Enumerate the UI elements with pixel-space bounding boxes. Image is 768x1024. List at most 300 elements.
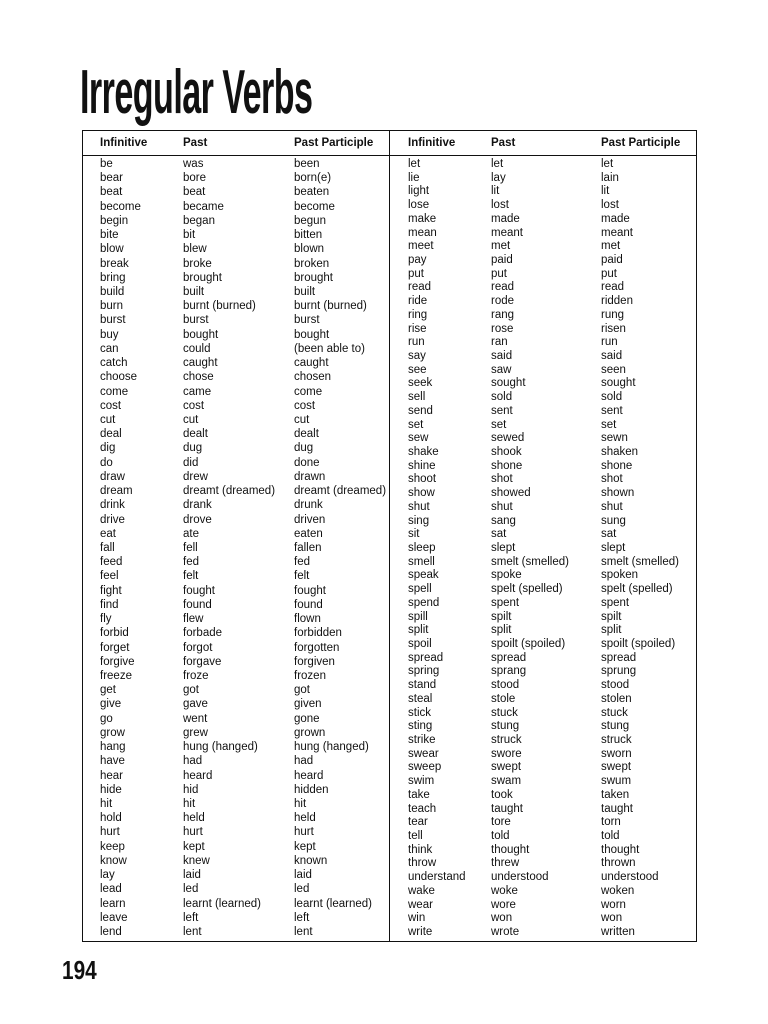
right-past-cell: split (491, 624, 512, 637)
right-infinitive-cell: make (408, 212, 437, 225)
right-past-cell: lay (491, 171, 506, 184)
left-past-participle-cell: drawn (294, 470, 326, 483)
left-past-cell: beat (183, 186, 206, 199)
left-past-participle-cell: heard (294, 769, 324, 782)
right-past-participle-cell: split (601, 624, 622, 637)
right-infinitive-cell: pay (408, 254, 427, 266)
right-infinitive-cell: wake (408, 884, 435, 897)
left-infinitive-cell: hide (100, 783, 122, 796)
right-past-participle-cell: thrown (601, 857, 636, 870)
left-past-cell: forgave (183, 655, 222, 668)
right-past-participle-cell: taught (601, 802, 633, 815)
right-infinitive-cell: say (408, 350, 426, 362)
right-past-cell: spread (491, 651, 527, 664)
right-past-participle-cell: spoilt (spoiled) (601, 638, 676, 650)
left-past-cell: hung (hanged) (183, 741, 258, 754)
left-infinitive-cell: burst (100, 314, 126, 327)
right-past-cell: spelt (spelled) (491, 583, 563, 596)
right-past-cell: rode (491, 295, 515, 308)
right-infinitive-cell: put (408, 267, 424, 280)
left-infinitive-cell: beat (100, 186, 123, 199)
right-past-cell: took (491, 788, 513, 801)
right-past-cell: paid (491, 254, 513, 266)
right-past-cell: said (491, 350, 513, 362)
left-past-participle-cell: burst (294, 314, 320, 327)
left-past-cell: hit (183, 798, 196, 810)
left-past-participle-cell: been (294, 158, 320, 170)
left-past-cell: forbade (183, 627, 223, 640)
right-past-participle-cell: stuck (601, 706, 628, 719)
left-past-cell: fought (183, 584, 215, 597)
right-past-participle-cell: spread (601, 651, 637, 664)
left-past-participle-cell: beaten (294, 186, 330, 199)
left-past-cell: froze (183, 670, 209, 682)
right-past-cell: met (491, 240, 511, 253)
left-past-participle-cell: dreamt (dreamed) (294, 485, 387, 498)
right-past-cell: thought (491, 843, 530, 856)
right-past-participle-cell: thought (601, 843, 640, 856)
left-infinitive-cell: fall (100, 542, 115, 554)
right-past-cell: set (491, 418, 507, 431)
right-infinitive-cell: think (408, 843, 433, 856)
right-infinitive-cell: shut (408, 500, 430, 513)
header-infinitive-left: Infinitive (100, 137, 148, 149)
right-past-cell: sought (491, 377, 526, 390)
right-infinitive-cell: light (408, 185, 430, 198)
left-past-participle-cell: done (294, 456, 320, 469)
right-past-cell: let (491, 158, 504, 170)
right-past-cell: stuck (491, 706, 518, 719)
left-past-participle-cell: bought (294, 328, 330, 341)
left-past-cell: had (183, 755, 203, 768)
right-past-participle-cell: sat (601, 528, 617, 541)
left-past-cell: brought (183, 271, 223, 284)
left-infinitive-cell: hang (100, 741, 126, 754)
right-past-cell: put (491, 267, 507, 280)
right-infinitive-cell: seek (408, 377, 433, 390)
right-infinitive-cell: spring (408, 665, 440, 678)
left-past-cell: drank (183, 499, 212, 512)
right-past-cell: spoilt (spoiled) (491, 638, 566, 650)
left-infinitive-cell: hold (100, 812, 122, 825)
right-infinitive-cell: swim (408, 775, 435, 788)
right-past-participle-cell: woken (601, 884, 635, 897)
left-past-participle-cell: kept (294, 840, 316, 853)
left-infinitive-cell: dig (100, 442, 116, 455)
left-infinitive-cell: eat (100, 527, 116, 540)
right-infinitive-cell: tell (408, 830, 423, 842)
right-past-cell: slept (491, 542, 516, 554)
left-infinitive-cell: deal (100, 428, 122, 441)
right-past-cell: read (491, 281, 515, 294)
right-past-participle-cell: let (601, 158, 614, 170)
left-past-participle-cell: fought (294, 584, 326, 597)
left-infinitive-cell: bear (100, 172, 124, 185)
right-infinitive-cell: sew (408, 432, 429, 445)
left-infinitive-cell: become (100, 200, 141, 213)
left-past-cell: heard (183, 769, 213, 782)
left-past-cell: held (183, 812, 205, 825)
right-past-participle-cell: lost (601, 199, 619, 212)
right-infinitive-cell: win (408, 912, 426, 925)
left-infinitive-cell: forget (100, 641, 130, 654)
left-past-cell: fell (183, 542, 198, 554)
left-past-participle-cell: hit (294, 798, 307, 810)
left-past-participle-cell: held (294, 812, 316, 825)
right-infinitive-cell: sing (408, 514, 430, 527)
left-infinitive-cell: lend (100, 926, 122, 938)
right-infinitive-cell: run (408, 336, 425, 349)
left-infinitive-cell: know (100, 854, 127, 867)
right-infinitive-cell: strike (408, 734, 436, 746)
right-past-participle-cell: sought (601, 377, 636, 390)
left-infinitive-cell: leave (100, 911, 128, 924)
left-past-participle-cell: bitten (294, 229, 323, 242)
right-infinitive-cell: rise (408, 322, 427, 335)
left-past-cell: became (183, 200, 224, 213)
left-past-cell: left (183, 911, 199, 924)
right-infinitive-cell: take (408, 788, 430, 801)
left-past-cell: fed (183, 556, 199, 569)
left-past-participle-cell: led (294, 883, 310, 896)
left-past-participle-cell: chosen (294, 371, 332, 384)
right-past-participle-cell: spent (601, 596, 630, 609)
column-divider (389, 131, 390, 941)
right-infinitive-cell: write (408, 926, 433, 938)
right-infinitive-cell: tear (408, 816, 428, 829)
left-past-participle-cell: cut (294, 414, 310, 426)
right-infinitive-cell: spell (408, 583, 432, 596)
left-past-participle-cell: learnt (learned) (294, 897, 372, 910)
left-past-participle-cell: hurt (294, 826, 314, 839)
right-past-cell: lost (491, 199, 509, 212)
right-past-participle-cell: sold (601, 391, 623, 404)
right-past-cell: understood (491, 871, 549, 884)
left-infinitive-cell: get (100, 684, 116, 697)
left-past-participle-cell: come (294, 385, 323, 398)
right-past-cell: taught (491, 802, 523, 815)
left-infinitive-cell: be (100, 158, 113, 170)
left-infinitive-cell: give (100, 698, 122, 711)
left-infinitive-cell: buy (100, 328, 119, 341)
left-past-participle-cell: laid (294, 869, 312, 882)
right-infinitive-cell: steal (408, 692, 433, 705)
right-infinitive-cell: show (408, 487, 435, 500)
right-infinitive-cell: sleep (408, 542, 436, 554)
left-past-cell: burst (183, 314, 209, 327)
right-infinitive-cell: stick (408, 706, 431, 719)
left-infinitive-cell: cost (100, 399, 122, 412)
left-past-cell: cost (183, 399, 205, 412)
left-past-cell: found (183, 598, 212, 611)
right-past-participle-cell: spilt (601, 610, 622, 623)
right-infinitive-cell: smell (408, 555, 435, 568)
right-past-participle-cell: ridden (601, 295, 633, 308)
right-past-participle-cell: stung (601, 720, 630, 733)
right-past-participle-cell: shut (601, 500, 623, 513)
left-past-participle-cell: known (294, 854, 328, 867)
right-past-participle-cell: shaken (601, 446, 639, 458)
right-infinitive-cell: teach (408, 802, 437, 815)
right-past-cell: struck (491, 734, 522, 746)
right-infinitive-cell: spread (408, 651, 444, 664)
right-past-cell: stood (491, 679, 520, 692)
right-infinitive-cell: mean (408, 226, 437, 239)
left-infinitive-cell: choose (100, 371, 138, 384)
right-past-participle-cell: taken (601, 788, 630, 801)
left-past-participle-cell: forgotten (294, 641, 340, 654)
right-past-participle-cell: said (601, 350, 623, 362)
left-infinitive-cell: feed (100, 556, 123, 569)
left-past-cell: ate (183, 527, 199, 540)
left-past-cell: hurt (183, 826, 203, 839)
left-infinitive-cell: keep (100, 840, 125, 853)
left-past-cell: built (183, 286, 205, 298)
left-past-cell: broke (183, 257, 212, 270)
left-infinitive-cell: hear (100, 769, 124, 782)
right-infinitive-cell: shake (408, 446, 439, 458)
left-past-participle-cell: frozen (294, 670, 326, 682)
right-infinitive-cell: ride (408, 295, 428, 308)
right-infinitive-cell: sting (408, 720, 433, 733)
right-infinitive-cell: speak (408, 569, 439, 582)
right-past-participle-cell: understood (601, 871, 659, 884)
right-past-participle-cell: lain (601, 171, 619, 184)
right-past-cell: shot (491, 473, 513, 486)
right-past-participle-cell: worn (601, 898, 626, 911)
left-past-cell: drove (183, 513, 212, 526)
left-past-participle-cell: cost (294, 399, 316, 412)
right-infinitive-cell: stand (408, 679, 437, 692)
left-past-participle-cell: fallen (294, 542, 322, 554)
right-past-participle-cell: sworn (601, 747, 632, 760)
left-past-participle-cell: had (294, 755, 314, 768)
right-past-cell: stung (491, 720, 520, 733)
left-past-cell: dealt (183, 428, 208, 441)
left-past-cell: cut (183, 414, 199, 426)
left-infinitive-cell: fight (100, 584, 122, 597)
left-infinitive-cell: break (100, 257, 129, 270)
left-past-cell: gave (183, 698, 208, 711)
left-past-participle-cell: forgiven (294, 655, 335, 668)
left-infinitive-cell: freeze (100, 670, 132, 682)
left-past-cell: bit (183, 229, 196, 242)
right-infinitive-cell: sell (408, 391, 426, 404)
right-past-cell: shut (491, 500, 513, 513)
right-past-participle-cell: run (601, 336, 618, 349)
left-infinitive-cell: fly (100, 613, 112, 626)
left-infinitive-cell: learn (100, 897, 126, 910)
left-past-participle-cell: gone (294, 712, 320, 725)
left-past-participle-cell: fed (294, 556, 310, 569)
left-past-participle-cell: (been able to) (294, 342, 365, 355)
right-infinitive-cell: send (408, 404, 433, 417)
page-number: 194 (62, 955, 97, 985)
right-past-participle-cell: written (601, 926, 635, 938)
left-infinitive-cell: do (100, 456, 113, 469)
header-past-left: Past (183, 137, 208, 149)
left-infinitive-cell: cut (100, 414, 116, 426)
left-past-participle-cell: eaten (294, 527, 323, 540)
verb-table (82, 130, 697, 942)
right-past-cell: woke (491, 884, 518, 897)
header-infinitive-right: Infinitive (408, 137, 456, 149)
left-past-cell: led (183, 883, 199, 896)
right-infinitive-cell: ring (408, 308, 428, 321)
right-past-participle-cell: sent (601, 404, 623, 417)
right-past-cell: rang (491, 308, 515, 321)
right-infinitive-cell: lie (408, 171, 420, 184)
left-past-participle-cell: dealt (294, 428, 319, 441)
right-past-participle-cell: risen (601, 322, 626, 335)
right-infinitive-cell: let (408, 158, 421, 170)
right-infinitive-cell: throw (408, 857, 437, 870)
right-infinitive-cell: meet (408, 240, 434, 253)
right-past-cell: smelt (smelled) (491, 555, 569, 568)
left-past-participle-cell: hung (hanged) (294, 741, 369, 754)
right-past-participle-cell: won (601, 912, 623, 925)
left-past-cell: began (183, 214, 215, 227)
right-past-participle-cell: shown (601, 487, 635, 500)
left-infinitive-cell: bring (100, 271, 126, 284)
right-past-cell: wore (491, 898, 516, 911)
left-infinitive-cell: find (100, 598, 119, 611)
right-past-cell: shone (491, 459, 523, 472)
right-infinitive-cell: lose (408, 199, 430, 212)
right-past-cell: tore (491, 816, 511, 829)
left-past-cell: hid (183, 783, 199, 796)
left-infinitive-cell: hurt (100, 826, 120, 839)
left-past-participle-cell: grown (294, 726, 326, 739)
left-past-participle-cell: burnt (burned) (294, 300, 367, 313)
right-past-cell: sprang (491, 665, 527, 678)
left-infinitive-cell: burn (100, 300, 124, 313)
right-infinitive-cell: understand (408, 871, 466, 884)
right-past-participle-cell: seen (601, 363, 626, 376)
left-infinitive-cell: blow (100, 243, 124, 256)
left-infinitive-cell: bite (100, 229, 119, 242)
left-past-participle-cell: become (294, 200, 335, 213)
right-past-participle-cell: set (601, 418, 617, 431)
left-past-cell: went (183, 712, 208, 725)
right-past-participle-cell: spelt (spelled) (601, 583, 673, 596)
right-past-cell: ran (491, 336, 508, 349)
left-past-participle-cell: found (294, 598, 323, 611)
left-past-cell: grew (183, 726, 208, 739)
left-past-cell: caught (183, 357, 218, 370)
right-past-participle-cell: smelt (smelled) (601, 555, 679, 568)
right-infinitive-cell: read (408, 281, 432, 294)
right-past-cell: sat (491, 528, 507, 541)
right-infinitive-cell: spill (408, 610, 428, 623)
left-past-participle-cell: brought (294, 271, 334, 284)
page-title: Irregular Verbs (80, 58, 313, 127)
right-past-cell: told (491, 830, 510, 842)
right-past-cell: swept (491, 761, 522, 774)
right-infinitive-cell: shoot (408, 473, 437, 486)
right-past-cell: spilt (491, 610, 512, 623)
left-infinitive-cell: drive (100, 513, 125, 526)
left-infinitive-cell: have (100, 755, 125, 768)
left-past-cell: came (183, 385, 212, 398)
right-past-participle-cell: swum (601, 775, 632, 788)
left-infinitive-cell: lay (100, 869, 115, 882)
right-past-participle-cell: lit (601, 185, 610, 198)
right-past-participle-cell: met (601, 240, 621, 253)
right-past-cell: threw (491, 857, 520, 870)
left-past-cell: forgot (183, 641, 213, 654)
right-infinitive-cell: see (408, 363, 427, 376)
left-past-participle-cell: forbidden (294, 627, 342, 640)
left-infinitive-cell: go (100, 712, 113, 725)
right-past-participle-cell: stood (601, 679, 630, 692)
left-infinitive-cell: catch (100, 357, 128, 370)
left-past-cell: lent (183, 926, 202, 938)
right-past-cell: shook (491, 446, 522, 458)
left-infinitive-cell: forgive (100, 655, 135, 668)
left-past-cell: felt (183, 570, 199, 583)
left-infinitive-cell: feel (100, 570, 119, 583)
left-past-participle-cell: lent (294, 926, 313, 938)
right-past-cell: showed (491, 487, 531, 500)
right-past-participle-cell: made (601, 212, 630, 225)
right-past-participle-cell: stolen (601, 692, 632, 705)
right-past-participle-cell: struck (601, 734, 632, 746)
right-past-cell: spoke (491, 569, 522, 582)
left-past-cell: knew (183, 854, 210, 867)
left-past-cell: did (183, 456, 199, 469)
right-past-cell: sewed (491, 432, 525, 445)
left-infinitive-cell: begin (100, 214, 129, 227)
left-infinitive-cell: drink (100, 499, 125, 512)
right-past-participle-cell: spoken (601, 569, 639, 582)
left-past-cell: dreamt (dreamed) (183, 485, 276, 498)
right-infinitive-cell: sweep (408, 761, 442, 774)
left-infinitive-cell: grow (100, 726, 125, 739)
left-past-participle-cell: born(e) (294, 172, 332, 185)
left-past-cell: bought (183, 328, 219, 341)
left-past-participle-cell: hidden (294, 783, 329, 796)
right-past-cell: stole (491, 692, 516, 705)
left-infinitive-cell: lead (100, 883, 122, 896)
header-rule (83, 155, 696, 156)
right-infinitive-cell: set (408, 418, 424, 431)
right-past-participle-cell: meant (601, 226, 633, 239)
left-infinitive-cell: dream (100, 485, 133, 498)
left-past-participle-cell: flown (294, 613, 321, 626)
right-past-cell: lit (491, 185, 500, 198)
left-past-cell: learnt (learned) (183, 897, 261, 910)
right-past-cell: won (491, 912, 513, 925)
right-infinitive-cell: shine (408, 459, 436, 472)
right-infinitive-cell: swear (408, 747, 439, 760)
right-past-cell: wrote (491, 926, 520, 938)
header-past-participle-right: Past Participle (601, 137, 681, 149)
right-past-participle-cell: swept (601, 761, 632, 774)
right-infinitive-cell: spoil (408, 638, 432, 650)
right-past-cell: swore (491, 747, 522, 760)
right-past-participle-cell: torn (601, 816, 621, 829)
left-past-cell: kept (183, 840, 205, 853)
left-past-cell: bore (183, 172, 207, 185)
right-past-cell: sent (491, 404, 513, 417)
header-past-right: Past (491, 137, 516, 149)
left-past-cell: got (183, 684, 199, 697)
right-past-participle-cell: shot (601, 473, 623, 486)
left-past-participle-cell: broken (294, 257, 330, 270)
right-past-cell: sold (491, 391, 513, 404)
left-past-participle-cell: caught (294, 357, 329, 370)
